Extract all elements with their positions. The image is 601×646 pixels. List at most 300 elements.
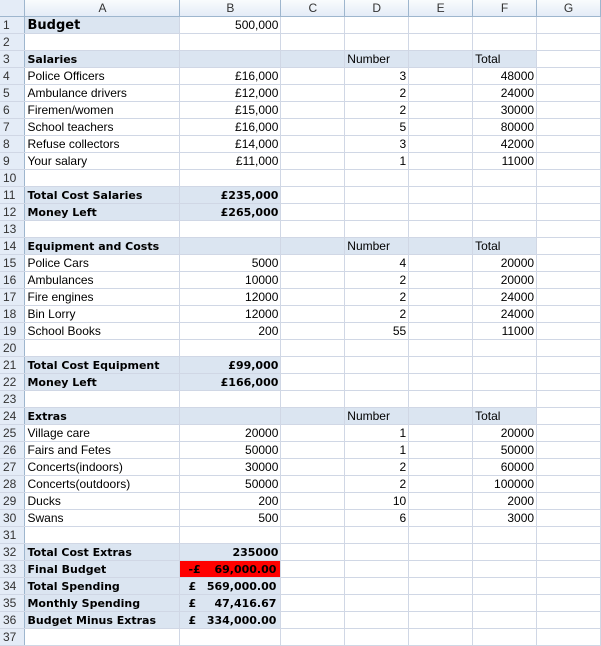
cell-b26[interactable]: 50000 [180, 442, 281, 459]
cell-e11[interactable] [409, 187, 473, 204]
cell-e14[interactable] [409, 238, 473, 255]
cell-d22[interactable] [345, 374, 409, 391]
cell-a4[interactable]: Police Officers [25, 68, 180, 85]
row-header[interactable]: 19 [0, 323, 25, 340]
cell-e28[interactable] [409, 476, 473, 493]
cell-e17[interactable] [409, 289, 473, 306]
cell-f36[interactable] [473, 612, 537, 629]
cell-f2[interactable] [473, 34, 537, 51]
row-header[interactable]: 22 [0, 374, 25, 391]
row-header[interactable]: 31 [0, 527, 25, 544]
cell-g7[interactable] [537, 119, 601, 136]
cell-c31[interactable] [281, 527, 345, 544]
cell-g24[interactable] [537, 408, 601, 425]
cell-f15[interactable]: 20000 [473, 255, 537, 272]
row-header[interactable]: 3 [0, 51, 25, 68]
cell-c9[interactable] [281, 153, 345, 170]
cell-a22[interactable]: Money Left [25, 374, 180, 391]
cell-d2[interactable] [345, 34, 409, 51]
cell-c23[interactable] [281, 391, 345, 408]
cell-c10[interactable] [281, 170, 345, 187]
cell-d28[interactable]: 2 [345, 476, 409, 493]
cell-b29[interactable]: 200 [180, 493, 281, 510]
cell-c21[interactable] [281, 357, 345, 374]
cell-b16[interactable]: 10000 [180, 272, 281, 289]
cell-d12[interactable] [345, 204, 409, 221]
cell-a14[interactable]: Equipment and Costs [25, 238, 180, 255]
cell-e23[interactable] [409, 391, 473, 408]
cell-g16[interactable] [537, 272, 601, 289]
cell-a25[interactable]: Village care [25, 425, 180, 442]
cell-a34[interactable]: Total Spending [25, 578, 180, 595]
cell-d35[interactable] [345, 595, 409, 612]
cell-d8[interactable]: 3 [345, 136, 409, 153]
cell-c11[interactable] [281, 187, 345, 204]
cell-a5[interactable]: Ambulance drivers [25, 85, 180, 102]
cell-g13[interactable] [537, 221, 601, 238]
row-header[interactable]: 12 [0, 204, 25, 221]
cell-d4[interactable]: 3 [345, 68, 409, 85]
row-header[interactable]: 8 [0, 136, 25, 153]
cell-g27[interactable] [537, 459, 601, 476]
cell-b25[interactable]: 20000 [180, 425, 281, 442]
cell-d25[interactable]: 1 [345, 425, 409, 442]
cell-d34[interactable] [345, 578, 409, 595]
cell-f25[interactable]: 20000 [473, 425, 537, 442]
cell-b28[interactable]: 50000 [180, 476, 281, 493]
cell-d32[interactable] [345, 544, 409, 561]
cell-g25[interactable] [537, 425, 601, 442]
column-header-f[interactable]: F [473, 0, 537, 17]
cell-a8[interactable]: Refuse collectors [25, 136, 180, 153]
cell-c24[interactable] [281, 408, 345, 425]
cell-g15[interactable] [537, 255, 601, 272]
cell-e22[interactable] [409, 374, 473, 391]
cell-g14[interactable] [537, 238, 601, 255]
cell-a31[interactable] [25, 527, 180, 544]
cell-d29[interactable]: 10 [345, 493, 409, 510]
cell-f6[interactable]: 30000 [473, 102, 537, 119]
row-header[interactable]: 29 [0, 493, 25, 510]
cell-c5[interactable] [281, 85, 345, 102]
cell-c1[interactable] [281, 17, 345, 34]
cell-d15[interactable]: 4 [345, 255, 409, 272]
cell-d36[interactable] [345, 612, 409, 629]
cell-c12[interactable] [281, 204, 345, 221]
cell-e5[interactable] [409, 85, 473, 102]
cell-a13[interactable] [25, 221, 180, 238]
cell-b23[interactable] [180, 391, 281, 408]
cell-f23[interactable] [473, 391, 537, 408]
select-all-corner[interactable] [0, 0, 25, 17]
cell-a18[interactable]: Bin Lorry [25, 306, 180, 323]
cell-c25[interactable] [281, 425, 345, 442]
cell-d30[interactable]: 6 [345, 510, 409, 527]
cell-e31[interactable] [409, 527, 473, 544]
cell-f22[interactable] [473, 374, 537, 391]
cell-e34[interactable] [409, 578, 473, 595]
cell-g32[interactable] [537, 544, 601, 561]
row-header[interactable]: 37 [0, 629, 25, 646]
cell-a2[interactable] [25, 34, 180, 51]
cell-d24[interactable]: Number [345, 408, 409, 425]
cell-b35[interactable] [180, 595, 281, 612]
cell-c32[interactable] [281, 544, 345, 561]
cell-d11[interactable] [345, 187, 409, 204]
cell-e27[interactable] [409, 459, 473, 476]
cell-d6[interactable]: 2 [345, 102, 409, 119]
cell-a6[interactable]: Firemen/women [25, 102, 180, 119]
column-header-a[interactable]: A [25, 0, 180, 17]
cell-f4[interactable]: 48000 [473, 68, 537, 85]
cell-b17[interactable]: 12000 [180, 289, 281, 306]
cell-a7[interactable]: School teachers [25, 119, 180, 136]
cell-d23[interactable] [345, 391, 409, 408]
cell-b27[interactable]: 30000 [180, 459, 281, 476]
cell-f9[interactable]: 11000 [473, 153, 537, 170]
cell-f29[interactable]: 2000 [473, 493, 537, 510]
cell-e4[interactable] [409, 68, 473, 85]
row-header[interactable]: 26 [0, 442, 25, 459]
cell-c29[interactable] [281, 493, 345, 510]
cell-d26[interactable]: 1 [345, 442, 409, 459]
cell-e32[interactable] [409, 544, 473, 561]
cell-f33[interactable] [473, 561, 537, 578]
cell-f5[interactable]: 24000 [473, 85, 537, 102]
cell-e21[interactable] [409, 357, 473, 374]
cell-g11[interactable] [537, 187, 601, 204]
column-header-d[interactable]: D [345, 0, 409, 17]
cell-f30[interactable]: 3000 [473, 510, 537, 527]
cell-f12[interactable] [473, 204, 537, 221]
cell-c6[interactable] [281, 102, 345, 119]
cell-b1[interactable]: 500,000 [180, 17, 281, 34]
row-header[interactable]: 25 [0, 425, 25, 442]
cell-a36[interactable]: Budget Minus Extras [25, 612, 180, 629]
cell-d17[interactable]: 2 [345, 289, 409, 306]
cell-a27[interactable]: Concerts(indoors) [25, 459, 180, 476]
cell-f34[interactable] [473, 578, 537, 595]
cell-a26[interactable]: Fairs and Fetes [25, 442, 180, 459]
cell-a29[interactable]: Ducks [25, 493, 180, 510]
row-header[interactable]: 21 [0, 357, 25, 374]
cell-f3[interactable]: Total [473, 51, 537, 68]
cell-a24[interactable]: Extras [25, 408, 180, 425]
row-header[interactable]: 36 [0, 612, 25, 629]
cell-a3[interactable]: Salaries [25, 51, 180, 68]
cell-b15[interactable]: 5000 [180, 255, 281, 272]
row-header[interactable]: 10 [0, 170, 25, 187]
cell-f20[interactable] [473, 340, 537, 357]
cell-a23[interactable] [25, 391, 180, 408]
cell-b12[interactable]: £265,000 [180, 204, 281, 221]
cell-d1[interactable] [345, 17, 409, 34]
cell-g18[interactable] [537, 306, 601, 323]
cell-a11[interactable]: Total Cost Salaries [25, 187, 180, 204]
row-header[interactable]: 18 [0, 306, 25, 323]
cell-e10[interactable] [409, 170, 473, 187]
cell-b11[interactable]: £235,000 [180, 187, 281, 204]
cell-e25[interactable] [409, 425, 473, 442]
cell-c17[interactable] [281, 289, 345, 306]
cell-c15[interactable] [281, 255, 345, 272]
cell-c34[interactable] [281, 578, 345, 595]
cell-a16[interactable]: Ambulances [25, 272, 180, 289]
cell-e2[interactable] [409, 34, 473, 51]
cell-c19[interactable] [281, 323, 345, 340]
cell-c36[interactable] [281, 612, 345, 629]
cell-c28[interactable] [281, 476, 345, 493]
cell-g33[interactable] [537, 561, 601, 578]
cell-c33[interactable] [281, 561, 345, 578]
cell-d7[interactable]: 5 [345, 119, 409, 136]
cell-c4[interactable] [281, 68, 345, 85]
cell-b34[interactable] [180, 578, 281, 595]
cell-e33[interactable] [409, 561, 473, 578]
cell-b14[interactable] [180, 238, 281, 255]
cell-d9[interactable]: 1 [345, 153, 409, 170]
cell-d13[interactable] [345, 221, 409, 238]
cell-f27[interactable]: 60000 [473, 459, 537, 476]
cell-e15[interactable] [409, 255, 473, 272]
cell-c37[interactable] [281, 629, 345, 646]
cell-b21[interactable]: £99,000 [180, 357, 281, 374]
cell-b2[interactable] [180, 34, 281, 51]
cell-f8[interactable]: 42000 [473, 136, 537, 153]
cell-f21[interactable] [473, 357, 537, 374]
cell-g22[interactable] [537, 374, 601, 391]
row-header[interactable]: 2 [0, 34, 25, 51]
cell-a35[interactable]: Monthly Spending [25, 595, 180, 612]
cell-a10[interactable] [25, 170, 180, 187]
cell-a28[interactable]: Concerts(outdoors) [25, 476, 180, 493]
row-header[interactable]: 9 [0, 153, 25, 170]
cell-e29[interactable] [409, 493, 473, 510]
cell-f26[interactable]: 50000 [473, 442, 537, 459]
cell-e26[interactable] [409, 442, 473, 459]
cell-g23[interactable] [537, 391, 601, 408]
cell-g34[interactable] [537, 578, 601, 595]
cell-b33[interactable] [180, 561, 281, 578]
cell-d16[interactable]: 2 [345, 272, 409, 289]
cell-e12[interactable] [409, 204, 473, 221]
cell-c7[interactable] [281, 119, 345, 136]
cell-e3[interactable] [409, 51, 473, 68]
cell-g19[interactable] [537, 323, 601, 340]
row-header[interactable]: 34 [0, 578, 25, 595]
cell-d31[interactable] [345, 527, 409, 544]
cell-a1[interactable]: Budget [25, 17, 180, 34]
cell-f24[interactable]: Total [473, 408, 537, 425]
cell-b36[interactable] [180, 612, 281, 629]
cell-f10[interactable] [473, 170, 537, 187]
row-header[interactable]: 7 [0, 119, 25, 136]
cell-d19[interactable]: 55 [345, 323, 409, 340]
cell-c35[interactable] [281, 595, 345, 612]
cell-f31[interactable] [473, 527, 537, 544]
cell-a9[interactable]: Your salary [25, 153, 180, 170]
cell-f7[interactable]: 80000 [473, 119, 537, 136]
cell-f14[interactable]: Total [473, 238, 537, 255]
cell-b9[interactable]: £11,000 [180, 153, 281, 170]
cell-g6[interactable] [537, 102, 601, 119]
cell-a21[interactable]: Total Cost Equipment [25, 357, 180, 374]
cell-e16[interactable] [409, 272, 473, 289]
cell-c14[interactable] [281, 238, 345, 255]
cell-b10[interactable] [180, 170, 281, 187]
cell-e35[interactable] [409, 595, 473, 612]
cell-g30[interactable] [537, 510, 601, 527]
cell-a20[interactable] [25, 340, 180, 357]
cell-b13[interactable] [180, 221, 281, 238]
cell-a12[interactable]: Money Left [25, 204, 180, 221]
row-header[interactable]: 11 [0, 187, 25, 204]
cell-a15[interactable]: Police Cars [25, 255, 180, 272]
cell-g28[interactable] [537, 476, 601, 493]
cell-g8[interactable] [537, 136, 601, 153]
row-header[interactable]: 32 [0, 544, 25, 561]
cell-c22[interactable] [281, 374, 345, 391]
column-header-b[interactable]: B [180, 0, 281, 17]
cell-b3[interactable] [180, 51, 281, 68]
cell-c8[interactable] [281, 136, 345, 153]
cell-g31[interactable] [537, 527, 601, 544]
column-header-c[interactable]: C [281, 0, 345, 17]
cell-d10[interactable] [345, 170, 409, 187]
cell-b18[interactable]: 12000 [180, 306, 281, 323]
cell-f17[interactable]: 24000 [473, 289, 537, 306]
row-header[interactable]: 17 [0, 289, 25, 306]
row-header[interactable]: 20 [0, 340, 25, 357]
cell-a17[interactable]: Fire engines [25, 289, 180, 306]
cell-b20[interactable] [180, 340, 281, 357]
cell-e8[interactable] [409, 136, 473, 153]
row-header[interactable]: 13 [0, 221, 25, 238]
cell-b4[interactable]: £16,000 [180, 68, 281, 85]
cell-e36[interactable] [409, 612, 473, 629]
cell-d37[interactable] [345, 629, 409, 646]
cell-d33[interactable] [345, 561, 409, 578]
cell-b5[interactable]: £12,000 [180, 85, 281, 102]
cell-f28[interactable]: 100000 [473, 476, 537, 493]
cell-b31[interactable] [180, 527, 281, 544]
row-header[interactable]: 28 [0, 476, 25, 493]
cell-d21[interactable] [345, 357, 409, 374]
cell-g9[interactable] [537, 153, 601, 170]
cell-e13[interactable] [409, 221, 473, 238]
cell-e19[interactable] [409, 323, 473, 340]
cell-d20[interactable] [345, 340, 409, 357]
cell-a30[interactable]: Swans [25, 510, 180, 527]
cell-f16[interactable]: 20000 [473, 272, 537, 289]
cell-e30[interactable] [409, 510, 473, 527]
cell-c27[interactable] [281, 459, 345, 476]
cell-a19[interactable]: School Books [25, 323, 180, 340]
cell-b22[interactable]: £166,000 [180, 374, 281, 391]
row-header[interactable]: 14 [0, 238, 25, 255]
cell-c30[interactable] [281, 510, 345, 527]
cell-e24[interactable] [409, 408, 473, 425]
cell-c20[interactable] [281, 340, 345, 357]
cell-d5[interactable]: 2 [345, 85, 409, 102]
cell-c3[interactable] [281, 51, 345, 68]
row-header[interactable]: 30 [0, 510, 25, 527]
cell-f18[interactable]: 24000 [473, 306, 537, 323]
cell-e9[interactable] [409, 153, 473, 170]
cell-g17[interactable] [537, 289, 601, 306]
cell-a37[interactable] [25, 629, 180, 646]
cell-b24[interactable] [180, 408, 281, 425]
cell-c26[interactable] [281, 442, 345, 459]
cell-b19[interactable]: 200 [180, 323, 281, 340]
cell-f37[interactable] [473, 629, 537, 646]
cell-e20[interactable] [409, 340, 473, 357]
cell-d27[interactable]: 2 [345, 459, 409, 476]
cell-f13[interactable] [473, 221, 537, 238]
row-header[interactable]: 6 [0, 102, 25, 119]
cell-d14[interactable]: Number [345, 238, 409, 255]
cell-b30[interactable]: 500 [180, 510, 281, 527]
cell-g36[interactable] [537, 612, 601, 629]
cell-f35[interactable] [473, 595, 537, 612]
cell-e18[interactable] [409, 306, 473, 323]
cell-f11[interactable] [473, 187, 537, 204]
cell-g4[interactable] [537, 68, 601, 85]
cell-e6[interactable] [409, 102, 473, 119]
cell-g5[interactable] [537, 85, 601, 102]
cell-f32[interactable] [473, 544, 537, 561]
cell-b8[interactable]: £14,000 [180, 136, 281, 153]
cell-g10[interactable] [537, 170, 601, 187]
cell-b37[interactable] [180, 629, 281, 646]
cell-d18[interactable]: 2 [345, 306, 409, 323]
cell-c16[interactable] [281, 272, 345, 289]
row-header[interactable]: 5 [0, 85, 25, 102]
cell-c18[interactable] [281, 306, 345, 323]
row-header[interactable]: 23 [0, 391, 25, 408]
cell-g21[interactable] [537, 357, 601, 374]
cell-d3[interactable]: Number [345, 51, 409, 68]
row-header[interactable]: 27 [0, 459, 25, 476]
cell-b6[interactable]: £15,000 [180, 102, 281, 119]
cell-a33[interactable]: Final Budget [25, 561, 180, 578]
column-header-g[interactable]: G [537, 0, 601, 17]
cell-f1[interactable] [473, 17, 537, 34]
row-header[interactable]: 35 [0, 595, 25, 612]
cell-g35[interactable] [537, 595, 601, 612]
cell-f19[interactable]: 11000 [473, 323, 537, 340]
row-header[interactable]: 1 [0, 17, 25, 34]
cell-g29[interactable] [537, 493, 601, 510]
cell-e37[interactable] [409, 629, 473, 646]
column-header-e[interactable]: E [409, 0, 473, 17]
row-header[interactable]: 24 [0, 408, 25, 425]
cell-a32[interactable]: Total Cost Extras [25, 544, 180, 561]
row-header[interactable]: 15 [0, 255, 25, 272]
cell-g12[interactable] [537, 204, 601, 221]
cell-e7[interactable] [409, 119, 473, 136]
cell-g20[interactable] [537, 340, 601, 357]
row-header[interactable]: 33 [0, 561, 25, 578]
cell-g1[interactable] [537, 17, 601, 34]
cell-g3[interactable] [537, 51, 601, 68]
cell-e1[interactable] [409, 17, 473, 34]
cell-g37[interactable] [537, 629, 601, 646]
cell-g26[interactable] [537, 442, 601, 459]
cell-g2[interactable] [537, 34, 601, 51]
cell-c13[interactable] [281, 221, 345, 238]
cell-b32[interactable]: 235000 [180, 544, 281, 561]
